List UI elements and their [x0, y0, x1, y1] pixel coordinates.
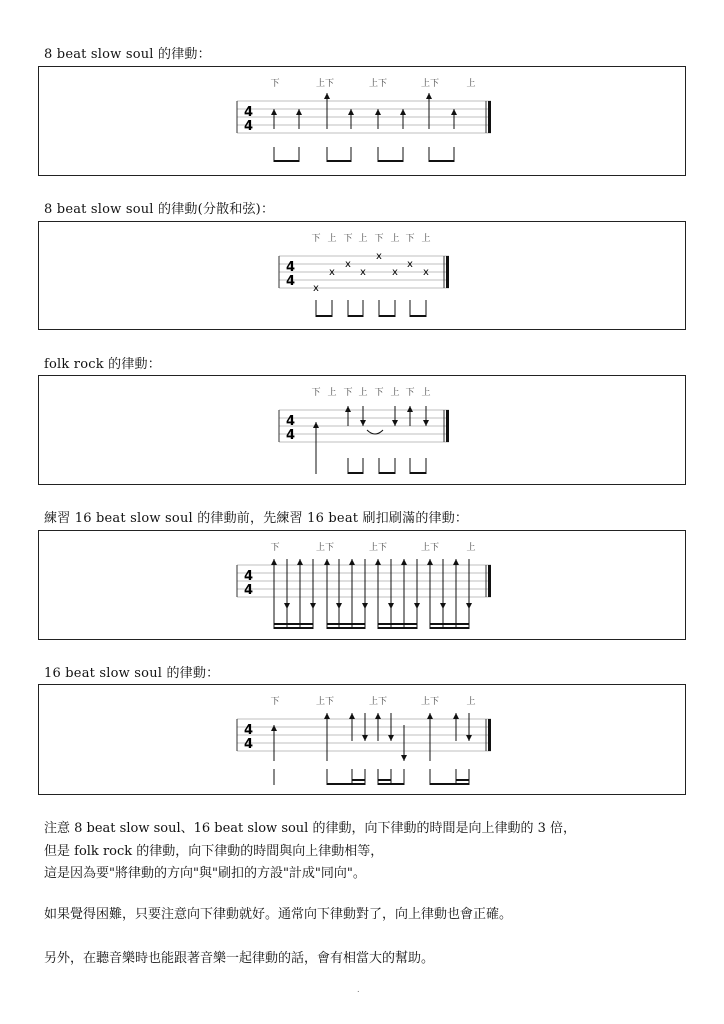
note-beam — [410, 472, 426, 474]
up-arrow-icon — [271, 725, 277, 731]
stroke-label: 下 — [270, 79, 280, 89]
stroke-label: 上 — [390, 234, 400, 244]
down-arrow-icon — [284, 603, 290, 609]
section-5-box — [38, 684, 686, 795]
note-beam — [327, 160, 351, 162]
note-beam — [327, 783, 352, 785]
time-signature-bottom: 4 — [244, 583, 254, 598]
stroke-label: 上下 — [368, 697, 388, 707]
note-beam — [274, 160, 299, 162]
note-beam — [379, 472, 395, 474]
barline-thick — [446, 410, 449, 442]
stroke-label: 上 — [327, 234, 337, 244]
note-beam — [274, 623, 313, 625]
pick-x-icon: x — [407, 259, 413, 270]
note-beam — [456, 783, 469, 785]
note-beam — [410, 315, 426, 317]
stroke-label: 下 — [374, 234, 384, 244]
stroke-label: 上下 — [315, 697, 335, 707]
note-beam — [327, 623, 365, 625]
stroke-label: 下 — [343, 388, 353, 398]
pick-x-icon: x — [360, 267, 366, 278]
stroke-label: 下 — [374, 388, 384, 398]
up-arrow-icon — [375, 713, 381, 719]
down-arrow-icon — [414, 603, 420, 609]
up-arrow-icon — [451, 109, 457, 115]
up-arrow-icon — [271, 559, 277, 565]
note-beam — [456, 779, 469, 781]
section-3-box — [38, 375, 686, 485]
stroke-label: 上下 — [368, 543, 388, 553]
up-arrow-icon — [313, 422, 319, 428]
stroke-label: 上 — [466, 543, 476, 553]
stroke-label: 上 — [358, 234, 368, 244]
down-arrow-icon — [440, 603, 446, 609]
note-beam — [316, 315, 332, 317]
stroke-label: 下 — [405, 388, 415, 398]
note-beam — [348, 472, 363, 474]
note-beam — [430, 623, 469, 625]
down-arrow-icon — [362, 735, 368, 741]
note-beam — [378, 779, 391, 781]
time-signature-top: 4 — [244, 723, 254, 738]
stroke-label: 上 — [421, 388, 431, 398]
note-beam — [429, 160, 454, 162]
pick-x-icon: x — [345, 259, 351, 270]
stroke-label: 下 — [343, 234, 353, 244]
up-arrow-icon — [345, 406, 351, 412]
up-arrow-icon — [348, 109, 354, 115]
up-arrow-icon — [453, 713, 459, 719]
down-arrow-icon — [392, 420, 398, 426]
barline-thick — [488, 101, 491, 133]
stroke-label: 上 — [358, 388, 368, 398]
note-beam — [352, 779, 365, 781]
stroke-label: 下 — [405, 234, 415, 244]
up-arrow-icon — [324, 559, 330, 565]
down-arrow-icon — [388, 603, 394, 609]
section-1-rhythm — [39, 67, 685, 175]
section-2-rhythm — [39, 222, 685, 329]
barline-thick — [446, 256, 449, 288]
stroke-label: 上下 — [315, 543, 335, 553]
note-beam — [378, 623, 417, 625]
stroke-label: 上下 — [315, 79, 335, 89]
up-arrow-icon — [375, 109, 381, 115]
stroke-label: 上 — [466, 79, 476, 89]
down-arrow-icon — [423, 420, 429, 426]
note-beam — [378, 783, 391, 785]
section-2-box — [38, 221, 686, 330]
note-beam — [379, 315, 395, 317]
stroke-label: 下 — [311, 234, 321, 244]
stroke-label: 上 — [390, 388, 400, 398]
down-arrow-icon — [466, 735, 472, 741]
time-signature-bottom: 4 — [244, 737, 254, 752]
up-arrow-icon — [427, 559, 433, 565]
time-signature-top: 4 — [244, 105, 254, 120]
up-arrow-icon — [349, 559, 355, 565]
section-3-rhythm — [39, 376, 685, 484]
up-arrow-icon — [453, 559, 459, 565]
down-arrow-icon — [466, 603, 472, 609]
note-line-4: 如果覺得困難，只要注意向下律動就好。通常向下律動對了，向上律動也會正確。 — [44, 907, 513, 922]
note-beam — [430, 627, 469, 629]
note-beam — [327, 627, 365, 629]
pick-x-icon: x — [392, 267, 398, 278]
pick-x-icon: x — [329, 267, 335, 278]
up-arrow-icon — [401, 559, 407, 565]
time-signature-bottom: 4 — [286, 274, 296, 289]
stroke-label: 上下 — [420, 543, 440, 553]
stroke-label: 上 — [421, 234, 431, 244]
down-arrow-icon — [310, 603, 316, 609]
barline-thick — [488, 719, 491, 751]
stroke-label: 上 — [466, 697, 476, 707]
down-arrow-icon — [362, 603, 368, 609]
time-signature-top: 4 — [244, 569, 254, 584]
section-4-box — [38, 530, 686, 640]
up-arrow-icon — [296, 109, 302, 115]
note-beam — [378, 160, 403, 162]
up-arrow-icon — [427, 713, 433, 719]
time-signature-bottom: 4 — [244, 119, 254, 134]
stroke-label: 上下 — [368, 79, 388, 89]
section-1-title: 8 beat slow soul 的律動： — [44, 47, 211, 62]
section-2-title: 8 beat slow soul 的律動(分散和弦)： — [44, 202, 275, 217]
barline-thick — [488, 565, 491, 597]
stroke-label: 下 — [270, 697, 280, 707]
section-1-box — [38, 66, 686, 176]
note-beam — [430, 783, 456, 785]
down-arrow-icon — [336, 603, 342, 609]
note-beam — [274, 627, 313, 629]
up-arrow-icon — [407, 406, 413, 412]
up-arrow-icon — [375, 559, 381, 565]
time-signature-bottom: 4 — [286, 428, 296, 443]
stroke-label: 下 — [270, 543, 280, 553]
stroke-label: 下 — [311, 388, 321, 398]
note-line-5: 另外，在聽音樂時也能跟著音樂一起律動的話，會有相當大的幫助。 — [44, 951, 435, 966]
pick-x-icon: x — [376, 251, 382, 262]
up-arrow-icon — [324, 713, 330, 719]
up-arrow-icon — [426, 93, 432, 99]
note-beam — [378, 627, 417, 629]
pick-x-icon: x — [313, 283, 319, 294]
time-signature-top: 4 — [286, 414, 296, 429]
note-line-2: 但是 folk rock 的律動，向下律動的時間與向上律動相等， — [44, 844, 384, 859]
up-arrow-icon — [400, 109, 406, 115]
tie-icon — [367, 430, 383, 434]
stroke-label: 上下 — [420, 79, 440, 89]
up-arrow-icon — [349, 713, 355, 719]
down-arrow-icon — [401, 755, 407, 761]
stroke-label: 上 — [327, 388, 337, 398]
note-line-3: 這是因為要"將律動的方向"與"刷扣的方設"計成"同向"。 — [44, 866, 366, 881]
up-arrow-icon — [324, 93, 330, 99]
section-4-rhythm — [39, 531, 685, 639]
stroke-label: 上下 — [420, 697, 440, 707]
section-5-rhythm — [39, 685, 685, 794]
section-3-title: folk rock 的律動： — [44, 357, 161, 372]
section-4-title: 練習 16 beat slow soul 的律動前，先練習 16 beat 刷扣刷滿的律動： — [44, 511, 469, 526]
footer-mark: . — [357, 985, 360, 994]
up-arrow-icon — [271, 109, 277, 115]
time-signature-top: 4 — [286, 260, 296, 275]
section-5-title: 16 beat slow soul 的律動： — [44, 666, 220, 681]
down-arrow-icon — [388, 735, 394, 741]
down-arrow-icon — [360, 420, 366, 426]
note-line-1: 注意 8 beat slow soul、16 beat slow soul 的律動，向下律動的時間是向上律動的 3 倍， — [44, 821, 577, 836]
pick-x-icon: x — [423, 267, 429, 278]
up-arrow-icon — [297, 559, 303, 565]
note-beam — [352, 783, 365, 785]
note-beam — [348, 315, 363, 317]
